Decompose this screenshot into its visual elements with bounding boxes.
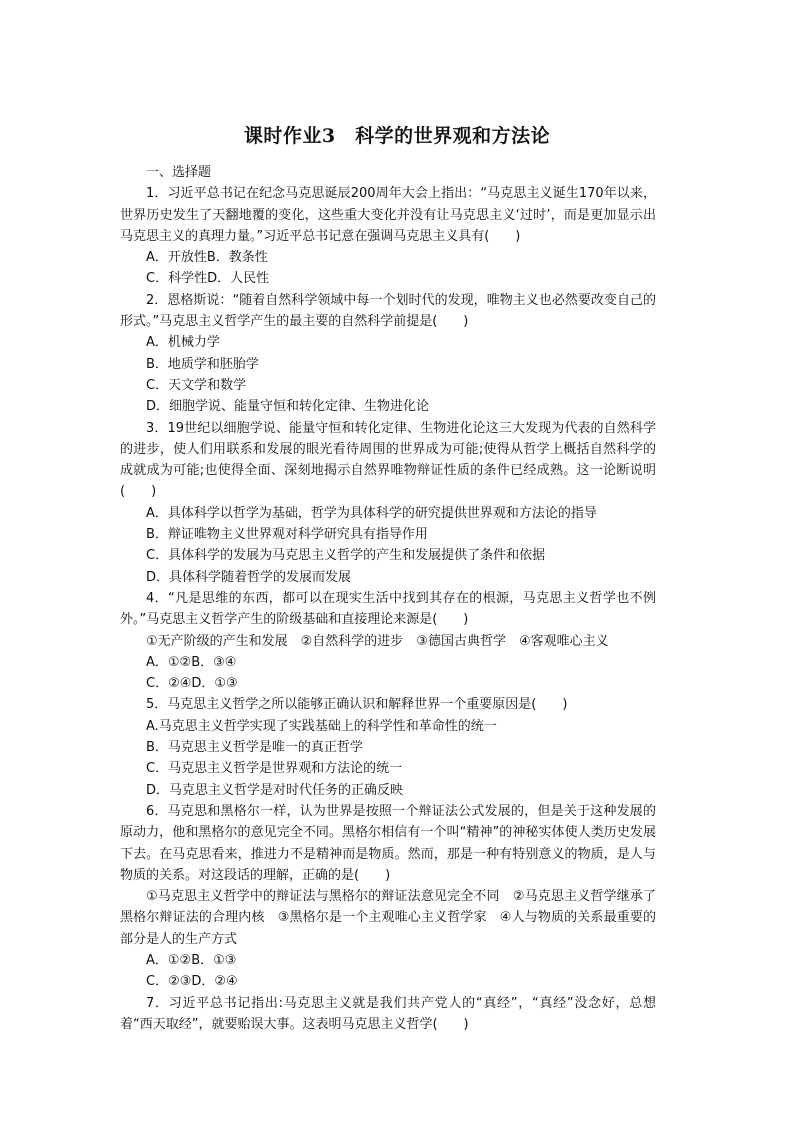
- question-1-options-row-2: C．科学性D．人民性: [146, 271, 270, 287]
- question-6-stem: 6．马克思和黑格尔一样，认为世界是按照一个辩证法公式发展的，但是关于这种发展的原动力，他和黑格尔的意见完全不同。黑格尔相信有一个叫“精神”的神秘实体使人类历史发展下去。在马克思看来，推进力不是精神而是物质。然而，那是一种有特别意义的物质，是人与物质的关系。对这段话的理解，正确的是( ): [120, 803, 656, 883]
- question-2-stem: 2．恩格斯说：“随着自然科学领域中每一个划时代的发现，唯物主义也必然要改变自己的形式。”马克思主义哲学产生的最主要的自然科学前提是( ): [120, 292, 656, 330]
- question-3-option-b: B．辩证唯物主义世界观对科学研究具有指导作用: [146, 527, 428, 543]
- page-title: 课时作业3 科学的世界观和方法论: [243, 125, 551, 147]
- question-7-stem: 7．习近平总书记指出:马克思主义就是我们共产党人的“真经”，“真经”没念好，总想着“西天取经”，就要贻误大事。这表明马克思主义哲学( ): [120, 995, 656, 1032]
- question-2-option-d: D．细胞学说、能量守恒和转化定律、生物进化论: [146, 399, 430, 415]
- question-2-option-a: A．机械力学: [146, 335, 220, 351]
- section-heading: 一、选择题: [146, 165, 212, 180]
- question-5-option-c: C．马克思主义哲学是世界观和方法论的统一: [146, 761, 403, 777]
- question-2-option-c: C．天文学和数学: [146, 377, 247, 393]
- question-4-items: ①无产阶级的产生和发展 ②自然科学的进步 ③德国古典哲学 ④客观唯心主义: [146, 633, 609, 649]
- question-6-items: ①马克思主义哲学中的辩证法与黑格尔的辩证法意见完全不同 ②马克思主义哲学继承了黑格尔辩证法的合理内核 ③黑格尔是一个主观唯心主义哲学家 ④人与物质的关系最重要的部分是人的生产方式: [120, 889, 656, 947]
- question-5-option-d: D．马克思主义哲学是对时代任务的正确反映: [146, 782, 404, 798]
- question-4-options-row-2: C．②④D．①③: [146, 676, 238, 692]
- question-6-options-row-1: A．①②B．①③: [146, 952, 237, 968]
- question-1-stem: 1．习近平总书记在纪念马克思诞辰200周年大会上指出：“马克思主义诞生170年以来，世界历史发生了天翻地覆的变化，这些重大变化并没有让马克思主义‘过时’，而是更加显示出马克思主义的真理力量。”习近平总书记意在强调马克思主义具有( ): [120, 186, 656, 244]
- question-3-option-c: C．具体科学的发展为马克思主义哲学的产生和发展提供了条件和依据: [146, 548, 546, 564]
- question-3-stem: 3．19世纪以细胞学说、能量守恒和转化定律、生物进化论这三大发现为代表的自然科学的进步，使人们用联系和发展的眼光看待周围的世界成为可能;使得从哲学上概括自然科学的成就成为可能;也使得全面、深刻地揭示自然界唯物辩证性质的条件已经成熟。这一论断说明( ): [120, 420, 656, 500]
- question-4-options-row-1: A．①②B．③④: [146, 654, 237, 670]
- exercise-body: [120, 162, 656, 1035]
- question-5-stem: 5．马克思主义哲学之所以能够正确认识和解释世界一个重要原因是( ): [146, 697, 568, 713]
- question-5-option-b: B．马克思主义哲学是唯一的真正哲学: [146, 740, 363, 756]
- question-3-option-d: D．具体科学随着哲学的发展而发展: [146, 569, 352, 585]
- question-5-option-a: A.马克思主义哲学实现了实践基础上的科学性和革命性的统一: [146, 718, 497, 734]
- question-3-option-a: A．具体科学以哲学为基础，哲学为具体科学的研究提供世界观和方法论的指导: [146, 505, 597, 521]
- question-2-option-b: B．地质学和胚胎学: [146, 356, 259, 372]
- question-6-options-row-2: C．②③D．②④: [146, 974, 238, 990]
- question-1-options-row-1: A．开放性B．教条性: [146, 250, 268, 266]
- question-4-stem: 4．“凡是思维的东西，都可以在现实生活中找到其存在的根源，马克思主义哲学也不例外。”马克思主义哲学产生的阶级基础和直接理论来源是( ): [120, 590, 656, 628]
